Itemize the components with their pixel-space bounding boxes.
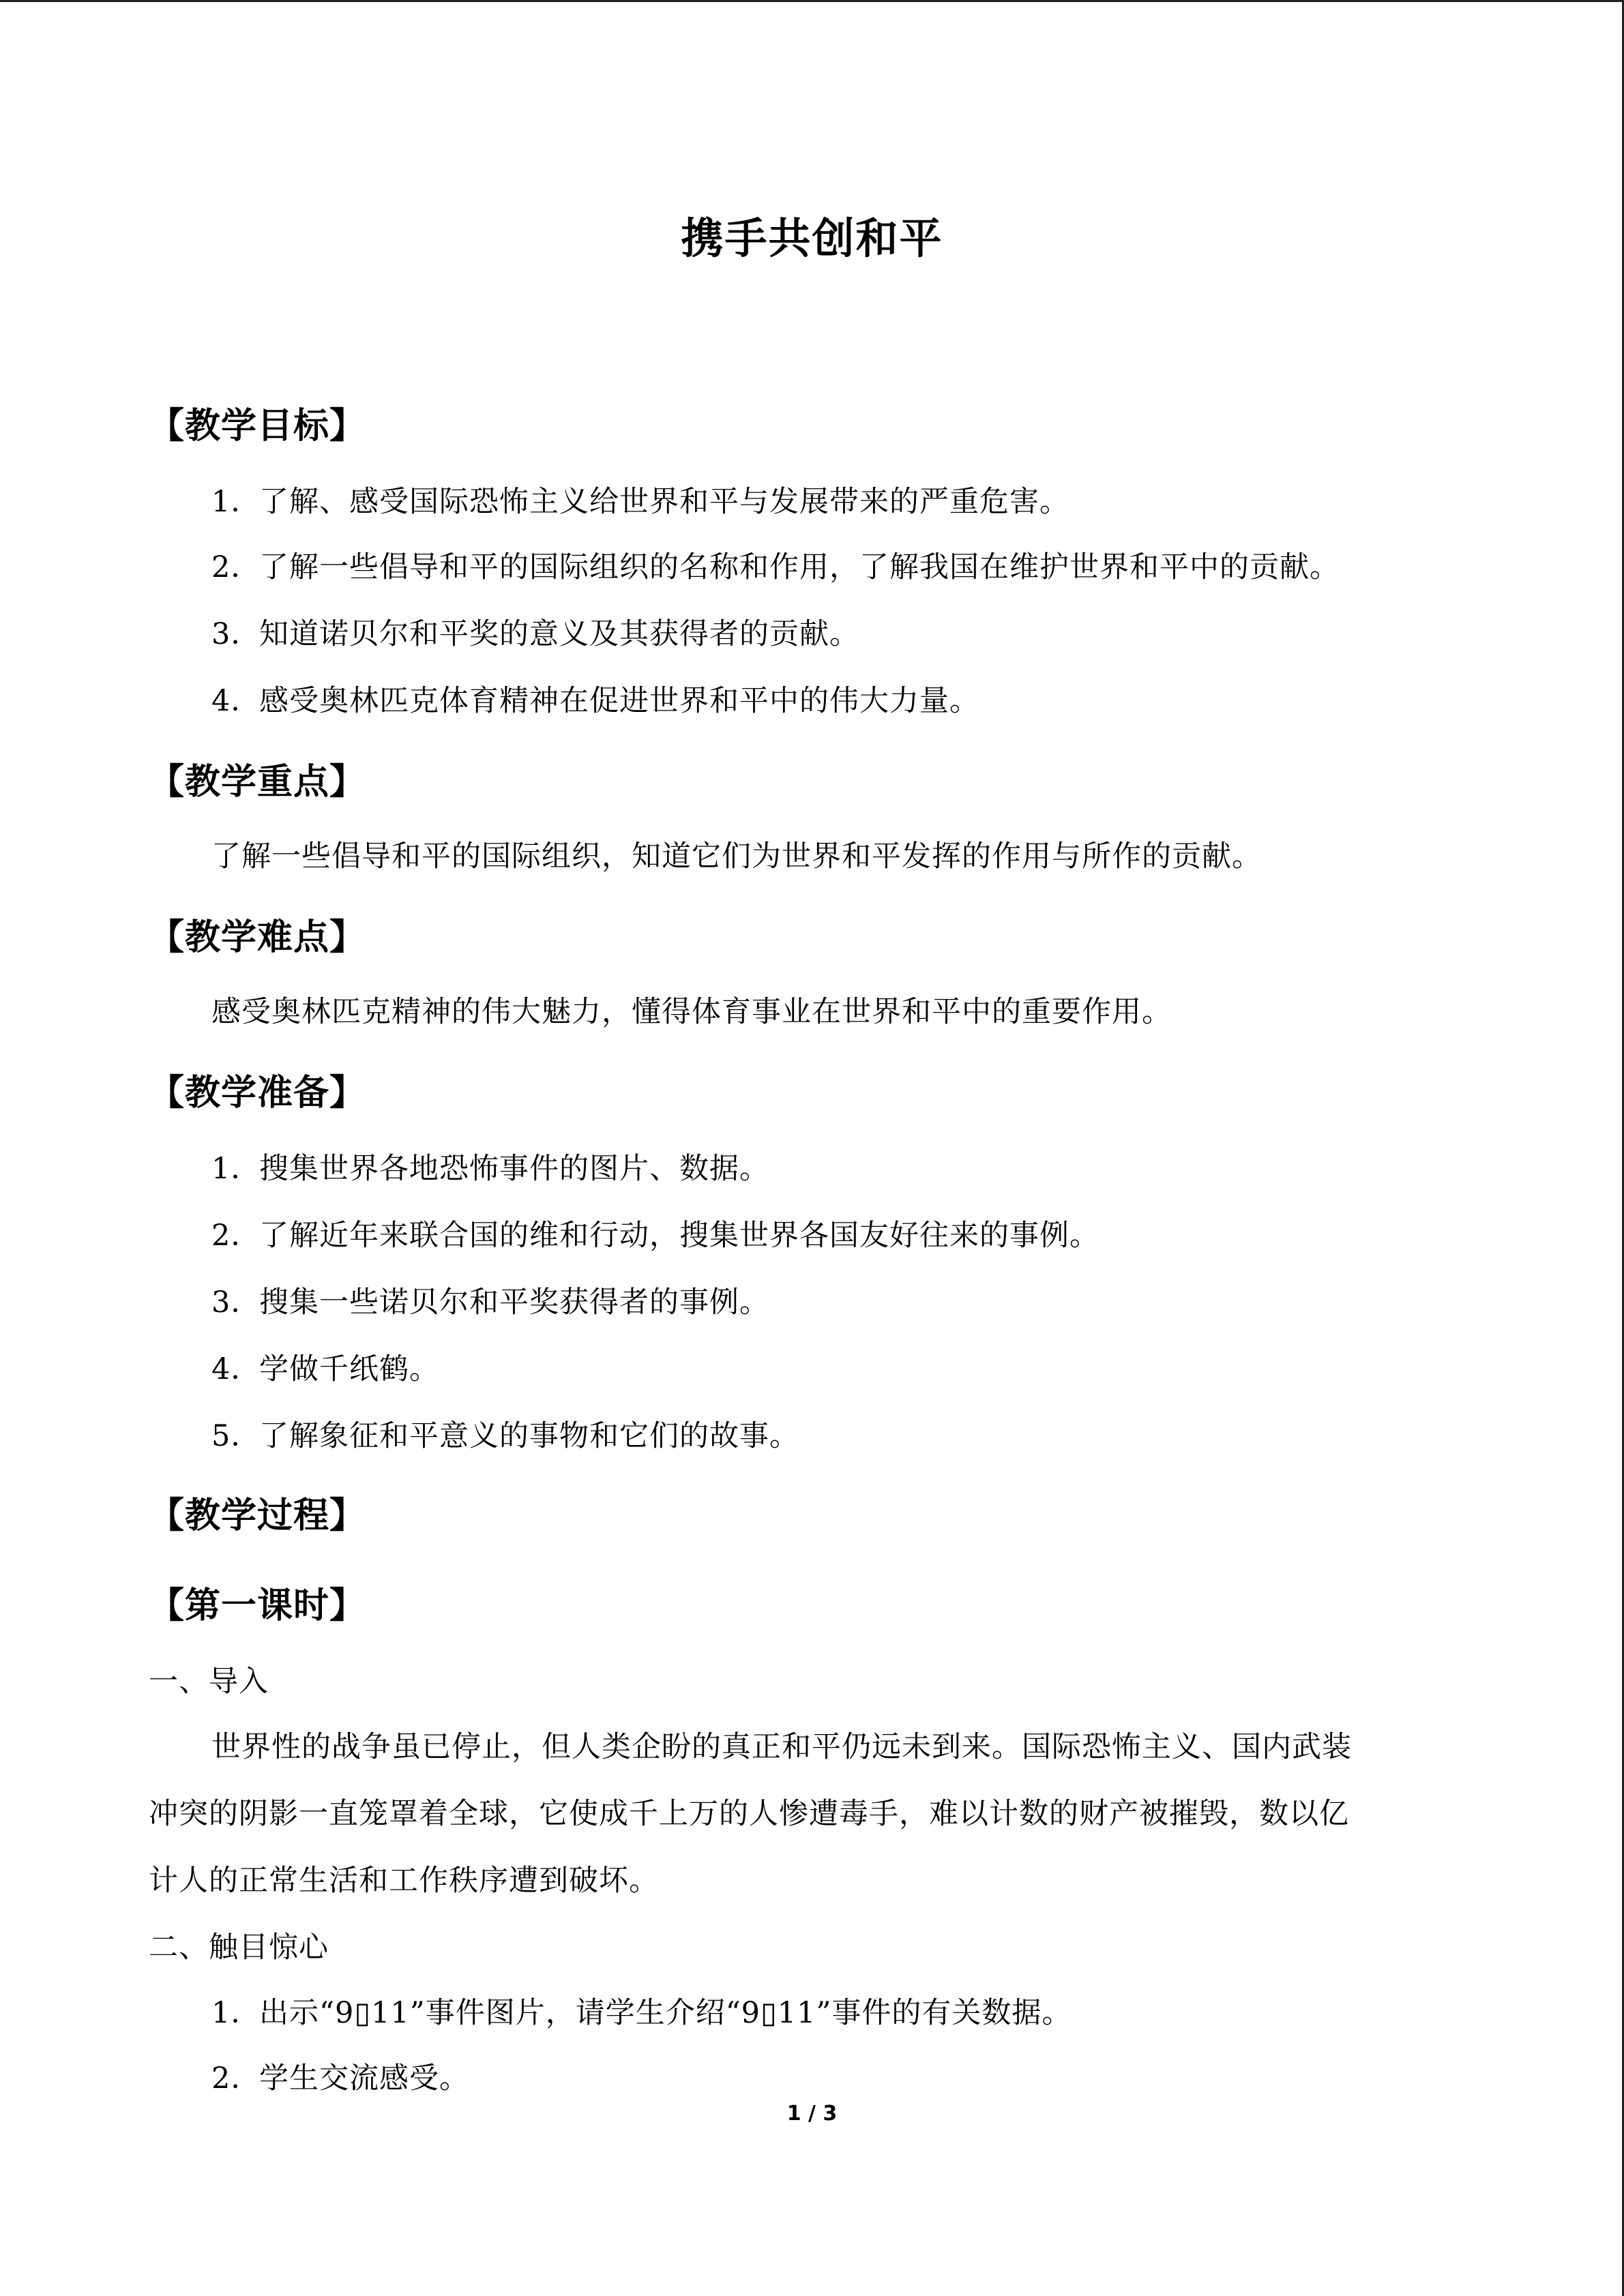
intro-paragraph-line: 计人的正常生活和工作秩序遭到破坏。 [149,1864,659,1898]
key-points-text: 了解一些倡导和平的国际组织，知道它们为世界和平发挥的作用与所作的贡献。 [211,839,1262,874]
goal-item: 4．感受奥林匹克体育精神在促进世界和平中的伟大力量。 [211,684,979,718]
intro-paragraph-line: 冲突的阴影一直笼罩着全球，它使成千上万的人惨遭毒手，难以计数的财产被摧毁，数以亿 [149,1797,1349,1831]
intro-label: 一、导入 [149,1665,269,1699]
heading-key-points: 【教学重点】 [149,762,366,803]
intro-paragraph-line: 世界性的战争虽已停止，但人类企盼的真正和平仍远未到来。国际恐怖主义、国内武装 [211,1730,1352,1764]
preparation-item: 2．了解近年来联合国的维和行动，搜集世界各国友好往来的事例。 [211,1219,1099,1253]
page-number: 1 / 3 [786,2102,838,2126]
heading-difficulties: 【教学难点】 [149,917,366,958]
preparation-item: 4．学做千纸鹤。 [211,1352,439,1386]
page-top-border [0,0,1624,5]
document-title: 携手共创和平 [681,213,943,263]
shock-label: 二、触目惊心 [149,1930,329,1965]
preparation-item: 5．了解象征和平意义的事物和它们的故事。 [211,1419,799,1453]
goal-item: 2．了解一些倡导和平的国际组织的名称和作用，了解我国在维护世界和平中的贡献。 [211,550,1340,584]
heading-process: 【教学过程】 [149,1495,366,1536]
preparation-item: 3．搜集一些诺贝尔和平奖获得者的事例。 [211,1285,769,1320]
shock-item: 2．学生交流感受。 [211,2061,469,2096]
heading-preparation: 【教学准备】 [149,1073,366,1114]
goal-item: 3．知道诺贝尔和平奖的意义及其获得者的贡献。 [211,617,859,651]
goal-item: 1．了解、感受国际恐怖主义给世界和平与发展带来的严重危害。 [211,485,1069,519]
preparation-item: 1．搜集世界各地恐怖事件的图片、数据。 [211,1152,769,1186]
difficulties-text: 感受奥林匹克精神的伟大魅力，懂得体育事业在世界和平中的重要作用。 [211,995,1172,1029]
shock-item: 1．出示“9▯11”事件图片，请学生介绍“9▯11”事件的有关数据。 [211,1996,1072,2030]
heading-lesson-1: 【第一课时】 [149,1585,366,1626]
heading-goals: 【教学目标】 [149,406,366,447]
